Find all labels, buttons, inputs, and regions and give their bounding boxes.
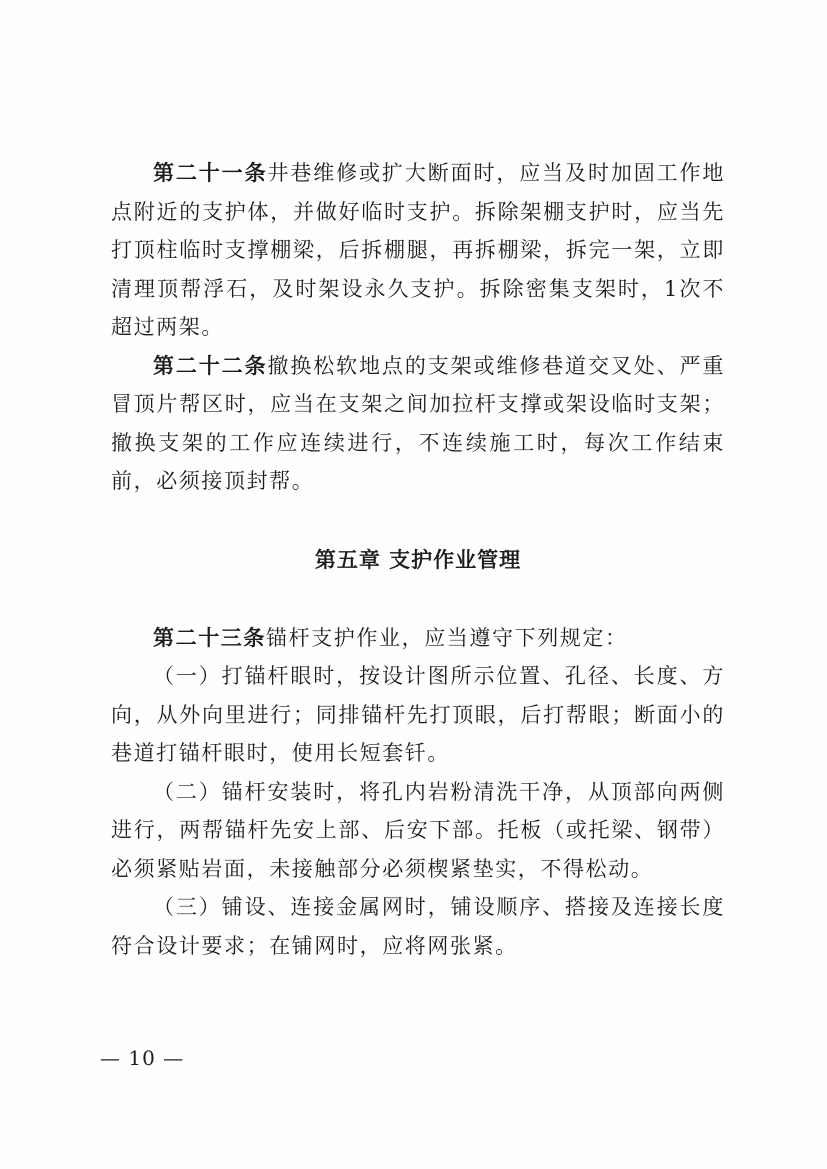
article-23-text: 锚杆支护作业，应当遵守下列规定： [266, 625, 628, 650]
page-number: — 10 — [100, 1046, 185, 1070]
article-22-paragraph [111, 347, 725, 501]
article-23-paragraph [111, 619, 725, 658]
article-22-text: 撤换松软地点的支架或维修巷道交叉处、严重冒顶片帮区时，应当在支架之间加拉杆支撑或架设临时支架；撤换支架的工作应连续进行，不连续施工时，每次工作结束前，必须接顶封帮。 [111, 353, 726, 493]
article-21-paragraph [111, 154, 725, 347]
chapter-heading: 第五章 支护作业管理 [314, 547, 522, 572]
article-23-item-2: （二）锚杆安装时，将孔内岩粉清洗干净，从顶部向两侧进行，两帮锚杆先安上部、后安下部。托板（或托梁、钢带）必须紧贴岩面，未接触部分必须楔紧垫实，不得松动。 [111, 779, 725, 881]
article-23-label: 第二十三条 [153, 625, 266, 650]
article-21-text: 井巷维修或扩大断面时，应当及时加固工作地点附近的支护体，并做好临时支护。拆除架棚支护时，应当先打顶柱临时支撑棚梁，后拆棚腿，再拆棚梁，拆完一架，立即清理顶帮浮石，及时架设永久支护。拆除密集支架时，1次不超过两架。 [111, 161, 726, 339]
article-23-item-3: （三）铺设、连接金属网时，铺设顺序、搭接及连接长度符合设计要求；在铺网时，应将网张紧。 [111, 895, 725, 958]
page-content [111, 154, 725, 965]
article-23-item-1: （一）打锚杆眼时，按设计图所示位置、孔径、长度、方向，从外向里进行；同排锚杆先打顶眼，后打帮眼；断面小的巷道打锚杆眼时，使用长短套钎。 [111, 664, 725, 765]
article-22-label: 第二十二条 [153, 353, 268, 378]
article-21-label: 第二十一条 [153, 161, 268, 185]
